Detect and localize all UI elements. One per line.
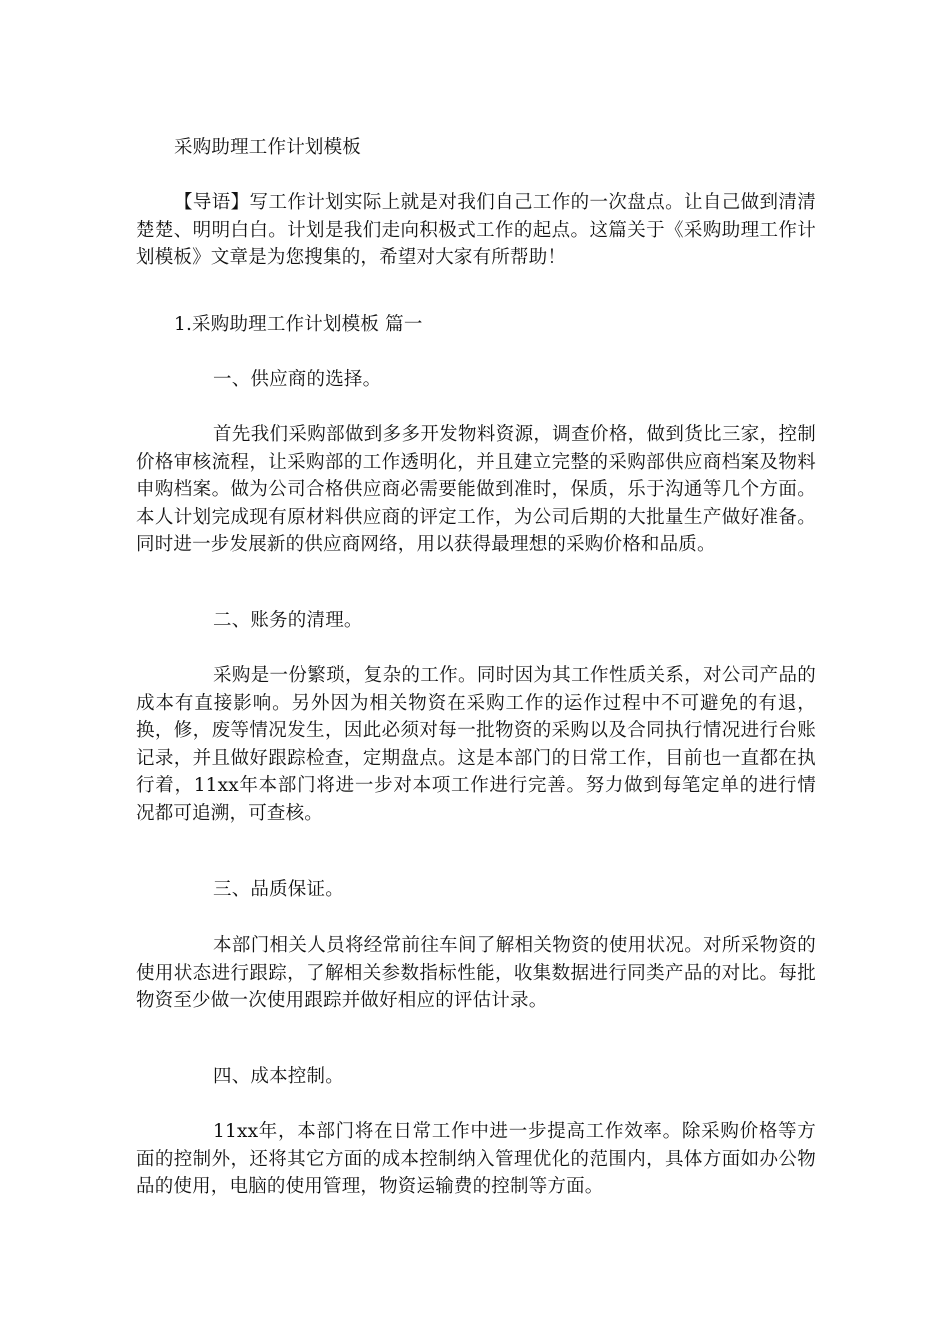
part-4-body: 11xx年，本部门将在日常工作中进一步提高工作效率。除采购价格等方面的控制外，还将其它方面的成本控制纳入管理优化的范围内，具体方面如办公物品的使用，电脑的使用管理，物资运输费的控制等方面。 bbox=[136, 1121, 816, 1197]
part-1-heading: 一、供应商的选择。 bbox=[213, 369, 382, 390]
part-3-body: 本部门相关人员将经常前往车间了解相关物资的使用状况。对所采物资的使用状态进行跟踪，了解相关参数指标性能，收集数据进行同类产品的对比。每批物资至少做一次使用跟踪并做好相应的评估计录。 bbox=[136, 935, 816, 1011]
part-3-heading: 三、品质保证。 bbox=[213, 879, 344, 900]
intro-paragraph: 【导语】写工作计划实际上就是对我们自己工作的一次盘点。让自己做到清清楚楚、明明白白。计划是我们走向积极式工作的起点。这篇关于《采购助理工作计划模板》文章是为您搜集的，希望对大家有所帮助！ bbox=[136, 192, 816, 268]
part-2-body: 采购是一份繁琐，复杂的工作。同时因为其工作性质关系，对公司产品的成本有直接影响。另外因为相关物资在采购工作的运作过程中不可避免的有退，换，修，废等情况发生，因此必须对每一批物资的采购以及合同执行情况进行台账记录，并且做好跟踪检查，定期盘点。这是本部门的日常工作，目前也一直都在执行着，11xx年本部门将进一步对本项工作进行完善。努力做到每笔定单的进行情况都可追溯，可查核。 bbox=[136, 665, 816, 824]
part-1-body: 首先我们采购部做到多多开发物料资源，调查价格，做到货比三家，控制价格审核流程，让采购部的工作透明化，并且建立完整的采购部供应商档案及物料申购档案。做为公司合格供应商必需要能做到准时，保质，乐于沟通等几个方面。本人计划完成现有原材料供应商的评定工作，为公司后期的大批量生产做好准备。同时进一步发展新的供应商网络，用以获得最理想的采购价格和品质。 bbox=[136, 424, 816, 555]
part-2-heading: 二、账务的清理。 bbox=[213, 610, 363, 631]
part-4-heading: 四、成本控制。 bbox=[213, 1066, 344, 1087]
section-title: 1.采购助理工作计划模板 篇一 bbox=[174, 314, 423, 335]
document-title: 采购助理工作计划模板 bbox=[174, 137, 362, 158]
